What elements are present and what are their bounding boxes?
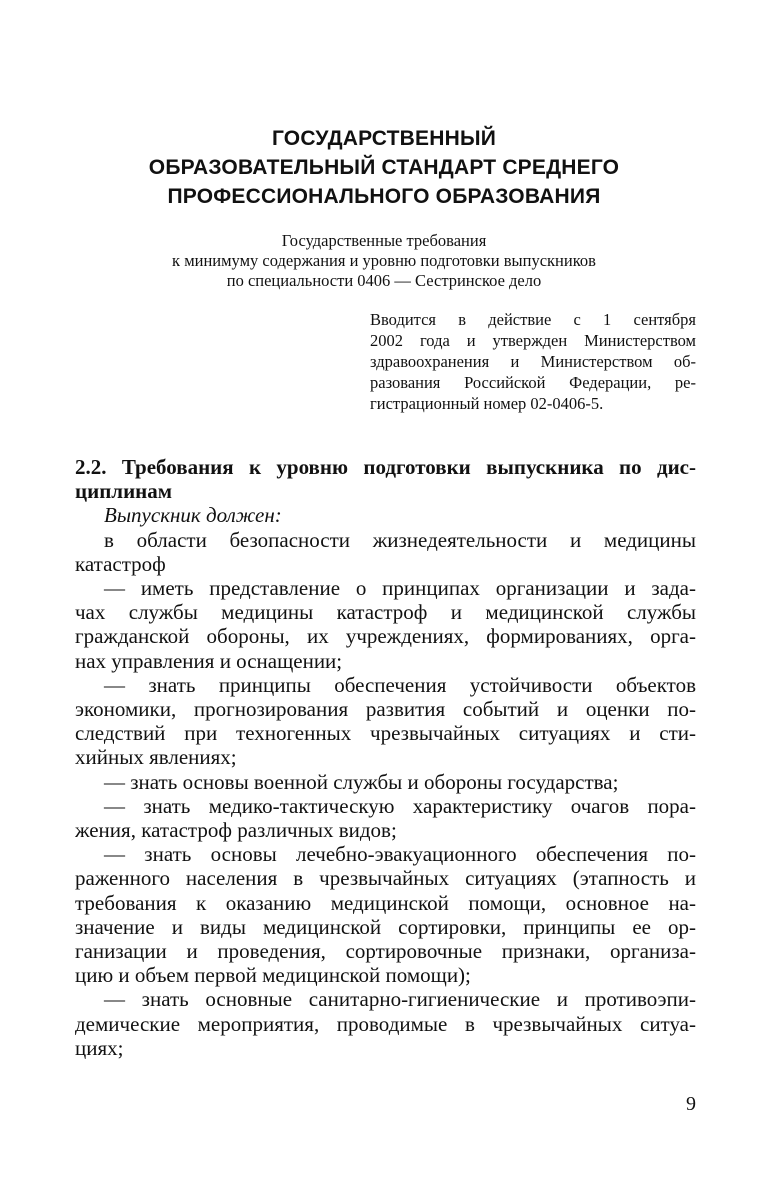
note-line: здравоохранения и Министерством об- [370, 352, 696, 371]
paragraph-line: циях; [75, 1035, 124, 1060]
paragraph-line: раженного населения в чрезвычайных ситуациях (этапность и [75, 866, 696, 891]
paragraph-line: цию и объем первой медицинской помощи); [75, 963, 471, 988]
paragraph-line: — знать основные санитарно-гигиенические и противоэпи- [104, 987, 696, 1012]
note-line: гистрационный номер 02-0406-5. [370, 394, 604, 413]
paragraph-line: значение и виды медицинской сортировки, принципы ее ор- [75, 914, 696, 939]
document-subtitle [0, 231, 768, 291]
note-line: 2002 года и утвержден Министерством [370, 331, 696, 350]
subtitle-line: Государственные требования [281, 231, 487, 250]
section-heading-line: 2.2. Требования к уровню подготовки выпускника по дис- [75, 455, 696, 479]
paragraph-line: в области безопасности жизнедеятельности и медицины [104, 527, 696, 552]
section-heading-line: циплинам [75, 479, 173, 504]
paragraph-line: требования к оказанию медицинской помощи, основное на- [75, 890, 696, 915]
paragraph-line: чах службы медицины катастроф и медицинской службы [75, 600, 696, 625]
section-lead: Выпускник должен: [104, 503, 282, 528]
paragraph-line: — знать основы лечебно-эвакуационного обеспечения по- [104, 842, 696, 867]
paragraph-line: — иметь представление о принципах организации и зада- [104, 576, 696, 601]
paragraph-line: — знать основы военной службы и обороны государства; [104, 769, 619, 794]
title-line: ОБРАЗОВАТЕЛЬНЫЙ СТАНДАРТ СРЕДНЕГО [148, 156, 620, 179]
paragraph-line: — знать принципы обеспечения устойчивости объектов [104, 672, 696, 697]
paragraph-line: хийных явлениях; [75, 745, 237, 770]
title-line: ГОСУДАРСТВЕННЫЙ [271, 127, 497, 150]
paragraph-line: катастроф [75, 551, 166, 576]
paragraph-line: следствий при техногенных чрезвычайных ситуациях и сти- [75, 721, 696, 746]
page-number: 9 [686, 1093, 696, 1115]
paragraph-line: гражданской обороны, их учреждениях, формированиях, орга- [75, 624, 696, 649]
title-line: ПРОФЕССИОНАЛЬНОГО ОБРАЗОВАНИЯ [167, 185, 601, 208]
paragraph-line: нах управления и оснащении; [75, 648, 343, 673]
effective-date-note [370, 309, 696, 414]
paragraph-line: демические мероприятия, проводимые в чрезвычайных ситуа- [75, 1011, 696, 1036]
document-title [0, 124, 768, 211]
section-heading [75, 455, 696, 503]
paragraph-line: жения, катастроф различных видов; [75, 818, 397, 843]
subtitle-line: к минимуму содержания и уровню подготовки выпускников [172, 251, 596, 270]
note-line: разования Российской Федерации, ре- [370, 373, 696, 392]
paragraph-line: — знать медико-тактическую характеристику очагов пора- [104, 793, 696, 818]
note-line: Вводится в действие с 1 сентября [370, 310, 696, 329]
section-body [75, 455, 696, 1060]
subtitle-line: по специальности 0406 — Сестринское дело [226, 271, 542, 290]
paragraph-line: экономики, прогнозирования развития событий и оценки по- [75, 697, 696, 722]
paragraph-line: ганизации и проведения, сортировочные признаки, организа- [75, 939, 696, 964]
